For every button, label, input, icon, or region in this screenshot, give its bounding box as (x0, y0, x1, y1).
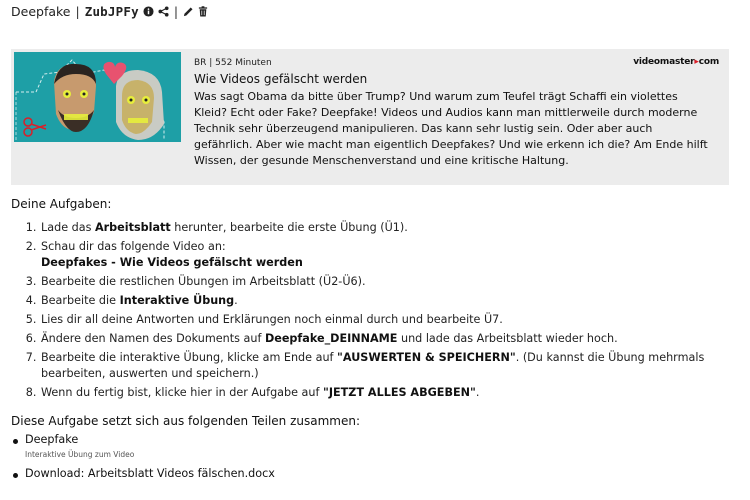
share-icon[interactable] (158, 6, 169, 17)
filename-hint: Deepfake_DEINNAME (264, 332, 398, 345)
icon-separator: | (173, 3, 179, 19)
task-text: . (Du kannst die Übung mehrmals bearbeiten, auswerten und speichern.) (41, 351, 705, 380)
videomaster-logo[interactable] (633, 57, 719, 67)
task-text: . (234, 294, 238, 307)
part-title[interactable]: Deepfake (25, 433, 79, 446)
task-item-2 (40, 239, 750, 271)
task-code: ZubJPFy (84, 3, 139, 19)
task-item-3 (40, 274, 750, 290)
task-text: Bearbeite die (41, 294, 120, 307)
task-text: . (475, 386, 480, 399)
worksheet-link[interactable]: Arbeitsblatt (94, 221, 171, 234)
parts-list (11, 433, 275, 480)
task-text: Bearbeite die interaktive Übung, klicke am Ende auf (41, 351, 338, 364)
brand-prefix: videomaster (633, 57, 695, 67)
task-item-6 (40, 331, 750, 347)
task-text: Lies dir all deine Antworten und Erklärungen noch einmal durch und bearbeite Ü7. (41, 313, 503, 326)
brand-arrow-icon: ▸ (694, 57, 699, 67)
tasks-heading: Deine Aufgaben: (11, 197, 112, 211)
task-item-7 (40, 350, 750, 382)
parts-heading: Diese Aufgabe setzt sich aus folgenden Teilen zusammen: (11, 414, 361, 428)
task-text: Wenn du fertig bist, klicke hier in der Aufgabe auf (41, 386, 324, 399)
task-item-8 (40, 385, 750, 401)
task-list (11, 220, 750, 404)
task-text: Bearbeite die restlichen Übungen im Arbeitsblatt (Ü2-Ü6). (41, 275, 366, 288)
download-link[interactable]: Download: Arbeitsblatt Videos fälschen.docx (25, 467, 275, 480)
submit-all-label: "JETZT ALLES ABGEBEN" (323, 386, 476, 399)
title-separator: | (75, 3, 80, 19)
evaluate-save-label: "AUSWERTEN & SPEICHERN" (337, 351, 516, 364)
part-subtitle: Interaktive Übung zum Video (25, 450, 135, 459)
video-card (11, 49, 729, 185)
task-item-1 (40, 220, 750, 236)
video-meta: BR | 552 Minuten (194, 58, 272, 68)
part-item-deepfake[interactable] (11, 433, 275, 459)
video-thumbnail[interactable] (14, 52, 181, 142)
task-item-5 (40, 312, 750, 328)
task-text: Lade das (41, 221, 95, 234)
task-item-4 (40, 293, 750, 309)
video-title[interactable]: Wie Videos gefälscht werden (194, 72, 368, 86)
part-item-download[interactable] (11, 467, 275, 480)
thumbnail-illustration (14, 52, 181, 142)
task-text: Ändere den Namen des Dokuments auf (41, 332, 265, 345)
edit-icon[interactable] (183, 6, 194, 17)
video-link[interactable]: Deepfakes - Wie Videos gefälscht werden (41, 256, 303, 269)
delete-icon[interactable] (198, 6, 208, 17)
task-text: Schau dir das folgende Video an: (41, 240, 226, 253)
info-icon[interactable] (143, 6, 154, 17)
video-description: Was sagt Obama da bitte über Trump? Und warum zum Teufel trägt Schaffi ein violettes Kleid? Echt oder Fake? Deepfake! Videos und Audios kann man mittlerweile durch moderne Technik sehr überzeugend manipulieren. Das kann sehr lustig sein. Oder aber auch gefährlich. Aber wie macht man eigentlich Deepfakes? Und wie erkenn ich die? Am Ende hilft Wissen, der gesunde Menschenverstand und eine kritische Haltung. (194, 90, 708, 167)
page-title: Deepfake (11, 3, 71, 19)
brand-suffix: com (698, 57, 719, 67)
task-text: herunter, bearbeite die erste Übung (Ü1). (170, 221, 408, 234)
page-header (11, 2, 208, 20)
task-text: und lade das Arbeitsblatt wieder hoch. (397, 332, 618, 345)
interactive-exercise-link[interactable]: Interaktive Übung (119, 294, 235, 307)
